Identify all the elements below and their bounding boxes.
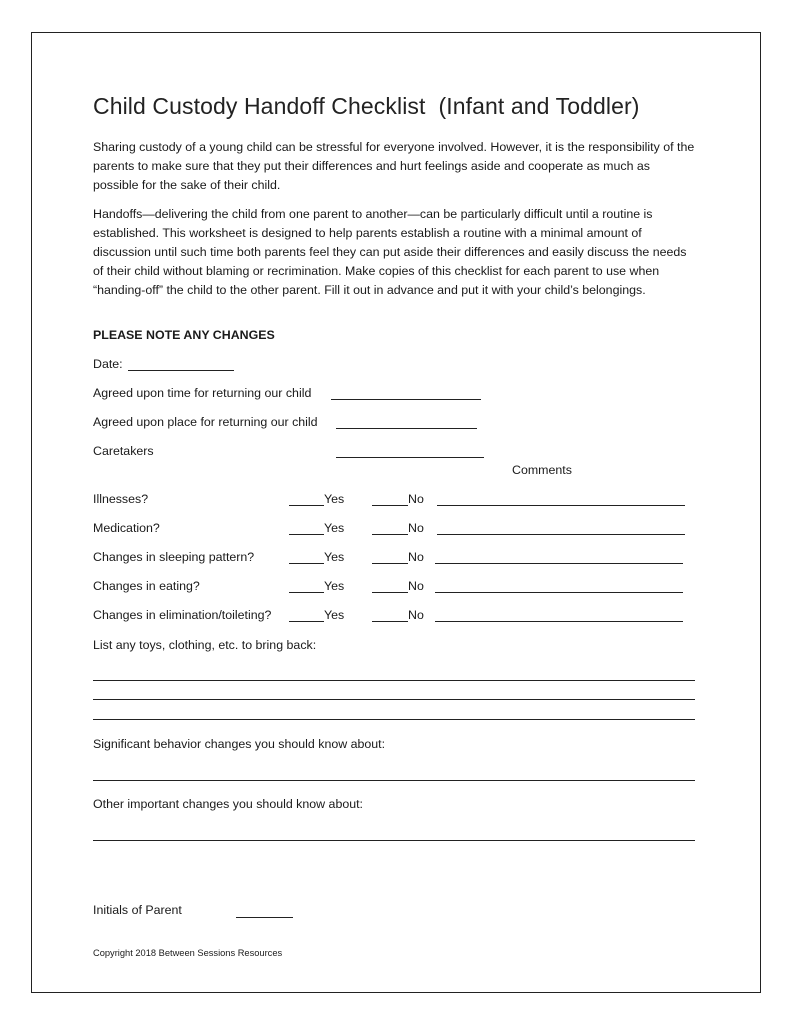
- initials-label: Initials of Parent: [93, 903, 182, 917]
- yes-label: Yes: [324, 579, 345, 593]
- yes-blank[interactable]: [289, 621, 324, 622]
- other-label: Other important changes you should know about:: [93, 797, 364, 811]
- no-blank[interactable]: [372, 621, 408, 622]
- no-label: No: [408, 608, 424, 622]
- no-blank[interactable]: [372, 592, 408, 593]
- note-heading: PLEASE NOTE ANY CHANGES: [93, 328, 275, 342]
- date-label: Date:: [93, 357, 123, 371]
- caretakers-label: Caretakers: [93, 444, 154, 458]
- no-blank[interactable]: [372, 534, 408, 535]
- no-blank[interactable]: [372, 563, 408, 564]
- yes-blank[interactable]: [289, 592, 324, 593]
- date-field[interactable]: [128, 370, 234, 371]
- yes-blank[interactable]: [289, 534, 324, 535]
- other-line[interactable]: [93, 840, 695, 841]
- question-label: Changes in sleeping pattern?: [93, 550, 255, 564]
- page-title: Child Custody Handoff Checklist (Infant and Toddler): [93, 93, 640, 119]
- return-place-label: Agreed upon place for returning our child: [93, 415, 318, 429]
- comment-field[interactable]: [435, 592, 683, 593]
- no-blank[interactable]: [372, 505, 408, 506]
- comment-field[interactable]: [437, 534, 685, 535]
- yes-label: Yes: [324, 550, 345, 564]
- question-label: Changes in eating?: [93, 579, 200, 593]
- no-label: No: [408, 521, 424, 535]
- question-label: Illnesses?: [93, 492, 149, 506]
- no-label: No: [408, 579, 424, 593]
- no-label: No: [408, 550, 424, 564]
- intro-paragraph-1: Sharing custody of a young child can be stressful for everyone involved. However, it is the responsibility of the parents to make sure that they put their differences and hurt feelings aside and cooperate as much as possible for the sake of their child.: [93, 140, 695, 192]
- return-time-label: Agreed upon time for returning our child: [93, 386, 312, 400]
- yes-blank[interactable]: [289, 563, 324, 564]
- question-label: Medication?: [93, 521, 160, 535]
- caretakers-field[interactable]: [336, 457, 484, 458]
- yes-label: Yes: [324, 608, 345, 622]
- no-label: No: [408, 492, 424, 506]
- comments-header: Comments: [512, 463, 572, 477]
- comment-field[interactable]: [437, 505, 685, 506]
- behavior-line[interactable]: [93, 780, 695, 781]
- yes-blank[interactable]: [289, 505, 324, 506]
- copyright-notice: Copyright 2018 Between Sessions Resources: [93, 948, 283, 958]
- comment-field[interactable]: [435, 621, 683, 622]
- return-time-field[interactable]: [331, 399, 481, 400]
- return-place-field[interactable]: [336, 428, 477, 429]
- toys-line[interactable]: [93, 719, 695, 720]
- toys-line[interactable]: [93, 680, 695, 681]
- intro-paragraph-2: Handoffs—delivering the child from one parent to another—can be particularly difficult until a routine is established. This worksheet is designed to help parents establish a routine with a minimal amount of discussion until such time both parents feel they can put aside their differences and easily discuss the needs of their child without blaming or recrimination. Make copies of this checklist for each parent to use when “handing-off” the child to the other parent. Fill it out in advance and put it with your child’s belongings.: [93, 207, 687, 297]
- yes-label: Yes: [324, 521, 345, 535]
- toys-line[interactable]: [93, 699, 695, 700]
- comment-field[interactable]: [435, 563, 683, 564]
- behavior-label: Significant behavior changes you should know about:: [93, 737, 386, 751]
- toys-label: List any toys, clothing, etc. to bring back:: [93, 638, 317, 652]
- initials-field[interactable]: [236, 917, 293, 918]
- yes-label: Yes: [324, 492, 345, 506]
- question-label: Changes in elimination/toileting?: [93, 608, 272, 622]
